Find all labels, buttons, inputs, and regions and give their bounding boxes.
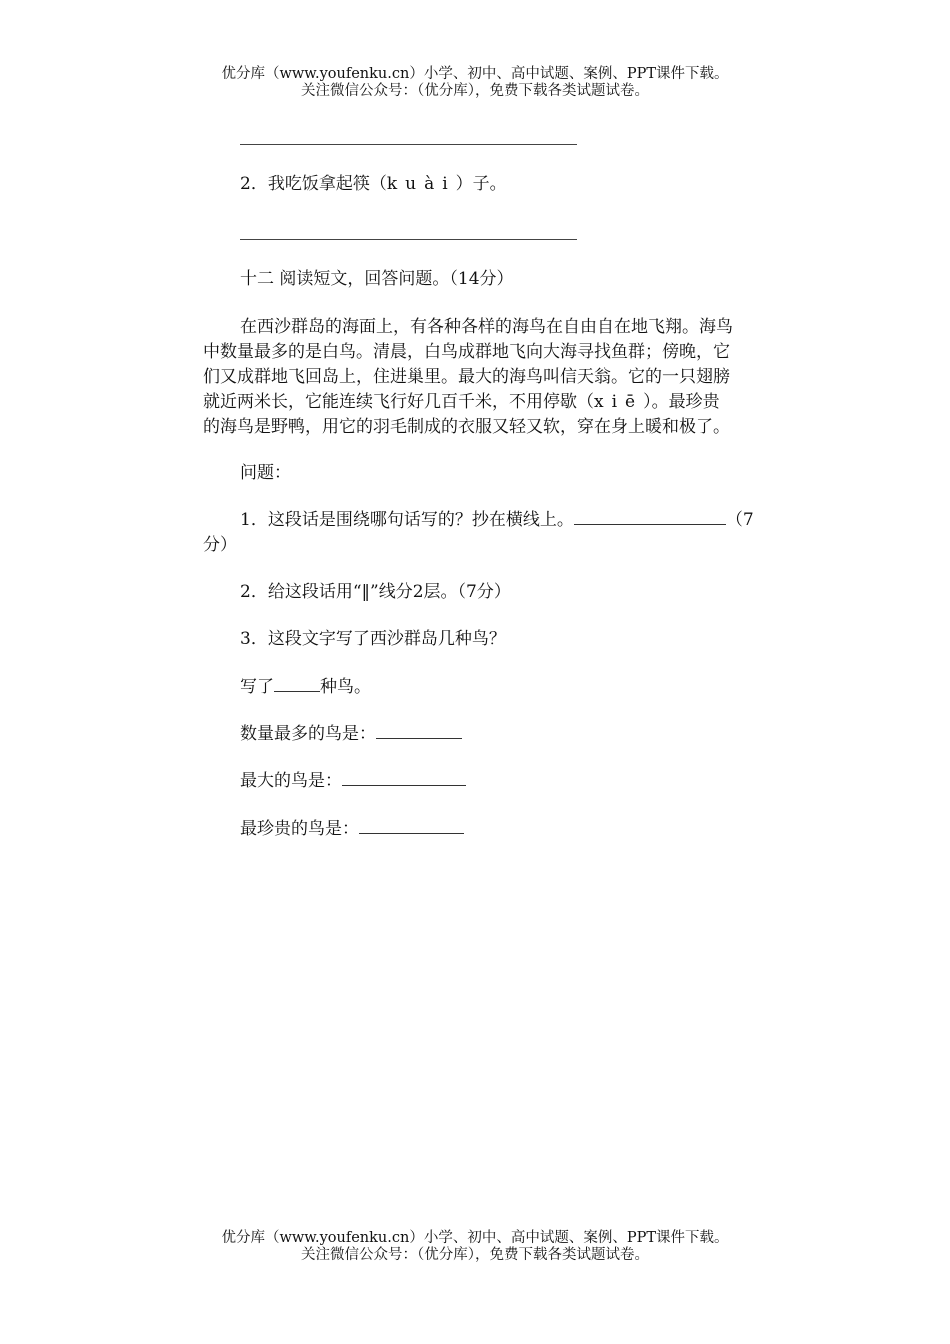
passage-line-5: 的海鸟是野鸭，用它的羽毛制成的衣服又轻又软，穿在身上暖和极了。 — [203, 417, 730, 437]
question-12-1-score-a: （7 — [725, 510, 754, 530]
question-11-2 — [203, 172, 797, 197]
question-12-1-text: 1．这段话是围绕哪句话写的？抄在横线上。 — [240, 510, 574, 530]
answer-blank-most[interactable] — [376, 722, 462, 739]
footer-line-1: 优分库（www.youfenku.cn）小学、初中、高中试题、案例、PPT课件下载。 — [221, 1230, 729, 1246]
header-line-2: 关注微信公众号：（优分库），免费下载各类试题试卷。 — [301, 83, 649, 99]
question-12-3-b-label: 数量最多的鸟是： — [240, 724, 376, 744]
question-12-3-a-prefix: 写了 — [240, 677, 274, 697]
question-12-3-a-suffix: 种鸟。 — [320, 677, 371, 697]
question-12-3-a — [203, 675, 797, 700]
question-12-3-c — [203, 769, 797, 794]
answer-blank-q1[interactable] — [574, 508, 726, 525]
passage-line-3: 们又成群地飞回岛上，住进巢里。最大的海鸟叫信天翁。它的一只翅膀 — [203, 367, 730, 387]
question-12-2: 2．给这段话用“‖”线分2层。（7分） — [240, 582, 511, 602]
page-header — [0, 66, 950, 100]
question-12-1-score: 分） — [203, 535, 237, 555]
question-11-2-prefix: 2．我吃饭拿起筷（ — [240, 174, 387, 194]
passage-line-4 — [203, 390, 797, 415]
header-line-1: 优分库（www.youfenku.cn）小学、初中、高中试题、案例、PPT课件下载。 — [221, 66, 729, 82]
question-12-3-d-label: 最珍贵的鸟是： — [240, 819, 359, 839]
answer-blank-rarest[interactable] — [359, 817, 464, 834]
passage-line-2: 中数量最多的是白鸟。清晨，白鸟成群地飞向大海寻找鱼群；傍晚，它 — [203, 342, 730, 362]
footer-line-2: 关注微信公众号：（优分库），免费下载各类试题试卷。 — [301, 1247, 649, 1263]
question-12-3-c-label: 最大的鸟是： — [240, 771, 342, 791]
pinyin-kuai: kuài — [386, 174, 456, 194]
section-12-title: 十二 阅读短文，回答问题。（14分） — [240, 269, 514, 289]
passage-line-4-prefix: 就近两米长，它能连续飞行好几百千米，不用停歇（ — [203, 392, 594, 412]
questions-label: 问题： — [240, 463, 291, 483]
passage-line-1: 在西沙群岛的海面上，有各种各样的海鸟在自由自在地飞翔。海鸟 — [240, 317, 733, 337]
page-footer — [0, 1230, 950, 1264]
answer-blank-count[interactable] — [274, 675, 320, 692]
answer-line-1[interactable] — [240, 144, 577, 145]
answer-line-2[interactable] — [240, 239, 577, 240]
pinyin-xie: xiē — [594, 392, 644, 412]
passage-line-4-suffix: ）。最珍贵 — [643, 392, 720, 412]
question-12-3: 3．这段文字写了西沙群岛几种鸟？ — [240, 629, 506, 649]
question-12-3-d — [203, 817, 797, 842]
question-12-1 — [203, 508, 797, 533]
question-11-2-suffix: ）子。 — [455, 174, 507, 194]
answer-blank-largest[interactable] — [342, 769, 466, 786]
question-12-3-b — [203, 722, 797, 747]
